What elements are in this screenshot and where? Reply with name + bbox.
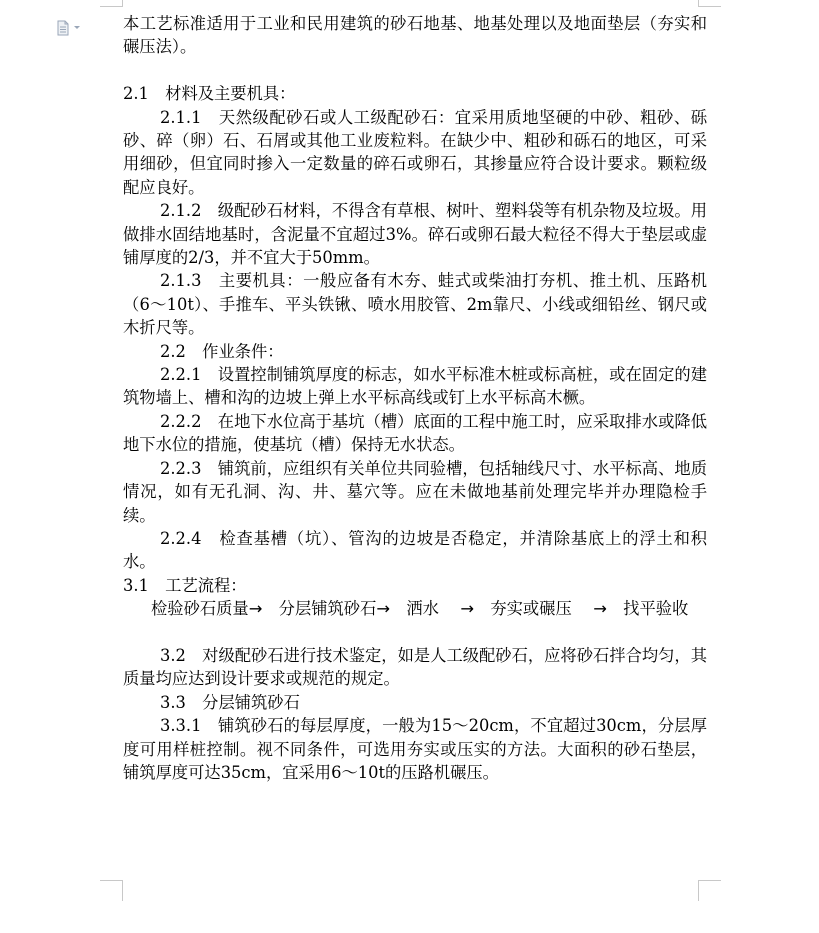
- flow-arrow: →: [248, 599, 263, 619]
- paragraph-2-2-1: 2.2.1 设置控制铺筑厚度的标志，如水平标准木桩或标高桩，或在固定的建筑物墙上、槽和沟的边坡上弹上水平标高线或钉上水平标高木橛。: [123, 365, 707, 408]
- blank-line: [123, 621, 707, 644]
- flow-step: 分层铺筑砂石: [278, 599, 377, 619]
- document-menu-button[interactable]: [57, 20, 83, 36]
- blank-line: [123, 59, 707, 82]
- section-2-2-heading: 2.2 作业条件：: [160, 341, 284, 361]
- process-flow: [123, 597, 707, 620]
- flow-step: 夯实或碾压: [490, 599, 572, 619]
- paragraph-2-2-2: 2.2.2 在地下水位高于基坑（槽）底面的工程中施工时，应采取排水或降低地下水位的措施，使基坑（槽）保持无水状态。: [123, 411, 707, 455]
- intro-paragraph: 本工艺标准适用于工业和民用建筑的砂石地基、地基处理以及地面垫层（夯实和碾压法）。: [123, 14, 707, 57]
- flow-step: 检验砂石质量: [151, 599, 249, 619]
- paragraph-2-2-3: 2.2.3 铺筑前，应组织有关单位共同验槽，包括轴线尺寸、水平标高、地质情况，如有无孔洞、沟、井、墓穴等。应在未做地基前处理完毕并办理隐检手续。: [123, 458, 707, 525]
- flow-arrow: →: [460, 599, 475, 619]
- margin-corner-top-right: [698, 0, 721, 7]
- section-2-1-heading: 2.1 材料及主要机具：: [123, 84, 296, 104]
- margin-corner-bottom-left: [100, 880, 123, 901]
- paragraph-2-1-3: 2.1.3 主要机具：一般应备有木夯、蛙式或柴油打夯机、推土机、压路机（6～10t）、手推车、平头铁锹、喷水用胶管、2m靠尺、小线或细铅丝、钢尺或木折尺等。: [123, 271, 707, 338]
- document-icon: [57, 20, 83, 36]
- document-body: [123, 12, 707, 784]
- flow-step: 找平验收: [623, 599, 689, 619]
- flow-arrow: →: [376, 599, 391, 619]
- paragraph-2-1-2: 2.1.2 级配砂石材料，不得含有草根、树叶、塑料袋等有机杂物及垃圾。用做排水固结地基时，含泥量不宜超过3%。碎石或卵石最大粒径不得大于垫层或虚铺厚度的2/3，并不宜大于50mm。: [123, 201, 707, 268]
- paragraph-2-2-4: 2.2.4 检查基槽（坑）、管沟的边坡是否稳定，并清除基底上的浮土和积水。: [123, 528, 707, 572]
- paragraph-3-3-1: 3.3.1 铺筑砂石的每层厚度，一般为15～20cm，不宜超过30cm，分层厚度可用样桩控制。视不同条件，可选用夯实或压实的方法。大面积的砂石垫层，铺筑厚度可达35cm，宜采用6～10t的压路机碾压。: [123, 716, 707, 782]
- paragraph-2-1-1: 2.1.1 天然级配砂石或人工级配砂石：宜采用质地坚硬的中砂、粗砂、砾砂、碎（卵）石、石屑或其他工业废粒料。在缺少中、粗砂和砾石的地区，可采用细砂，但宜同时掺入一定数量的碎石或卵石，其掺量应符合设计要求。颗粒级配应良好。: [123, 107, 707, 197]
- flow-step: 洒水: [406, 599, 439, 619]
- chevron-down-icon: [74, 26, 80, 29]
- flow-arrow: →: [593, 599, 607, 619]
- section-3-1-heading: 3.1 工艺流程：: [123, 575, 247, 595]
- margin-corner-top-left: [100, 0, 123, 7]
- section-3-3-heading: 3.3 分层铺筑砂石: [160, 692, 300, 712]
- margin-corner-bottom-right: [698, 880, 721, 901]
- paragraph-3-2: 3.2 对级配砂石进行技术鉴定，如是人工级配砂石，应将砂石拌合均匀，其质量均应达到设计要求或规范的规定。: [123, 645, 707, 689]
